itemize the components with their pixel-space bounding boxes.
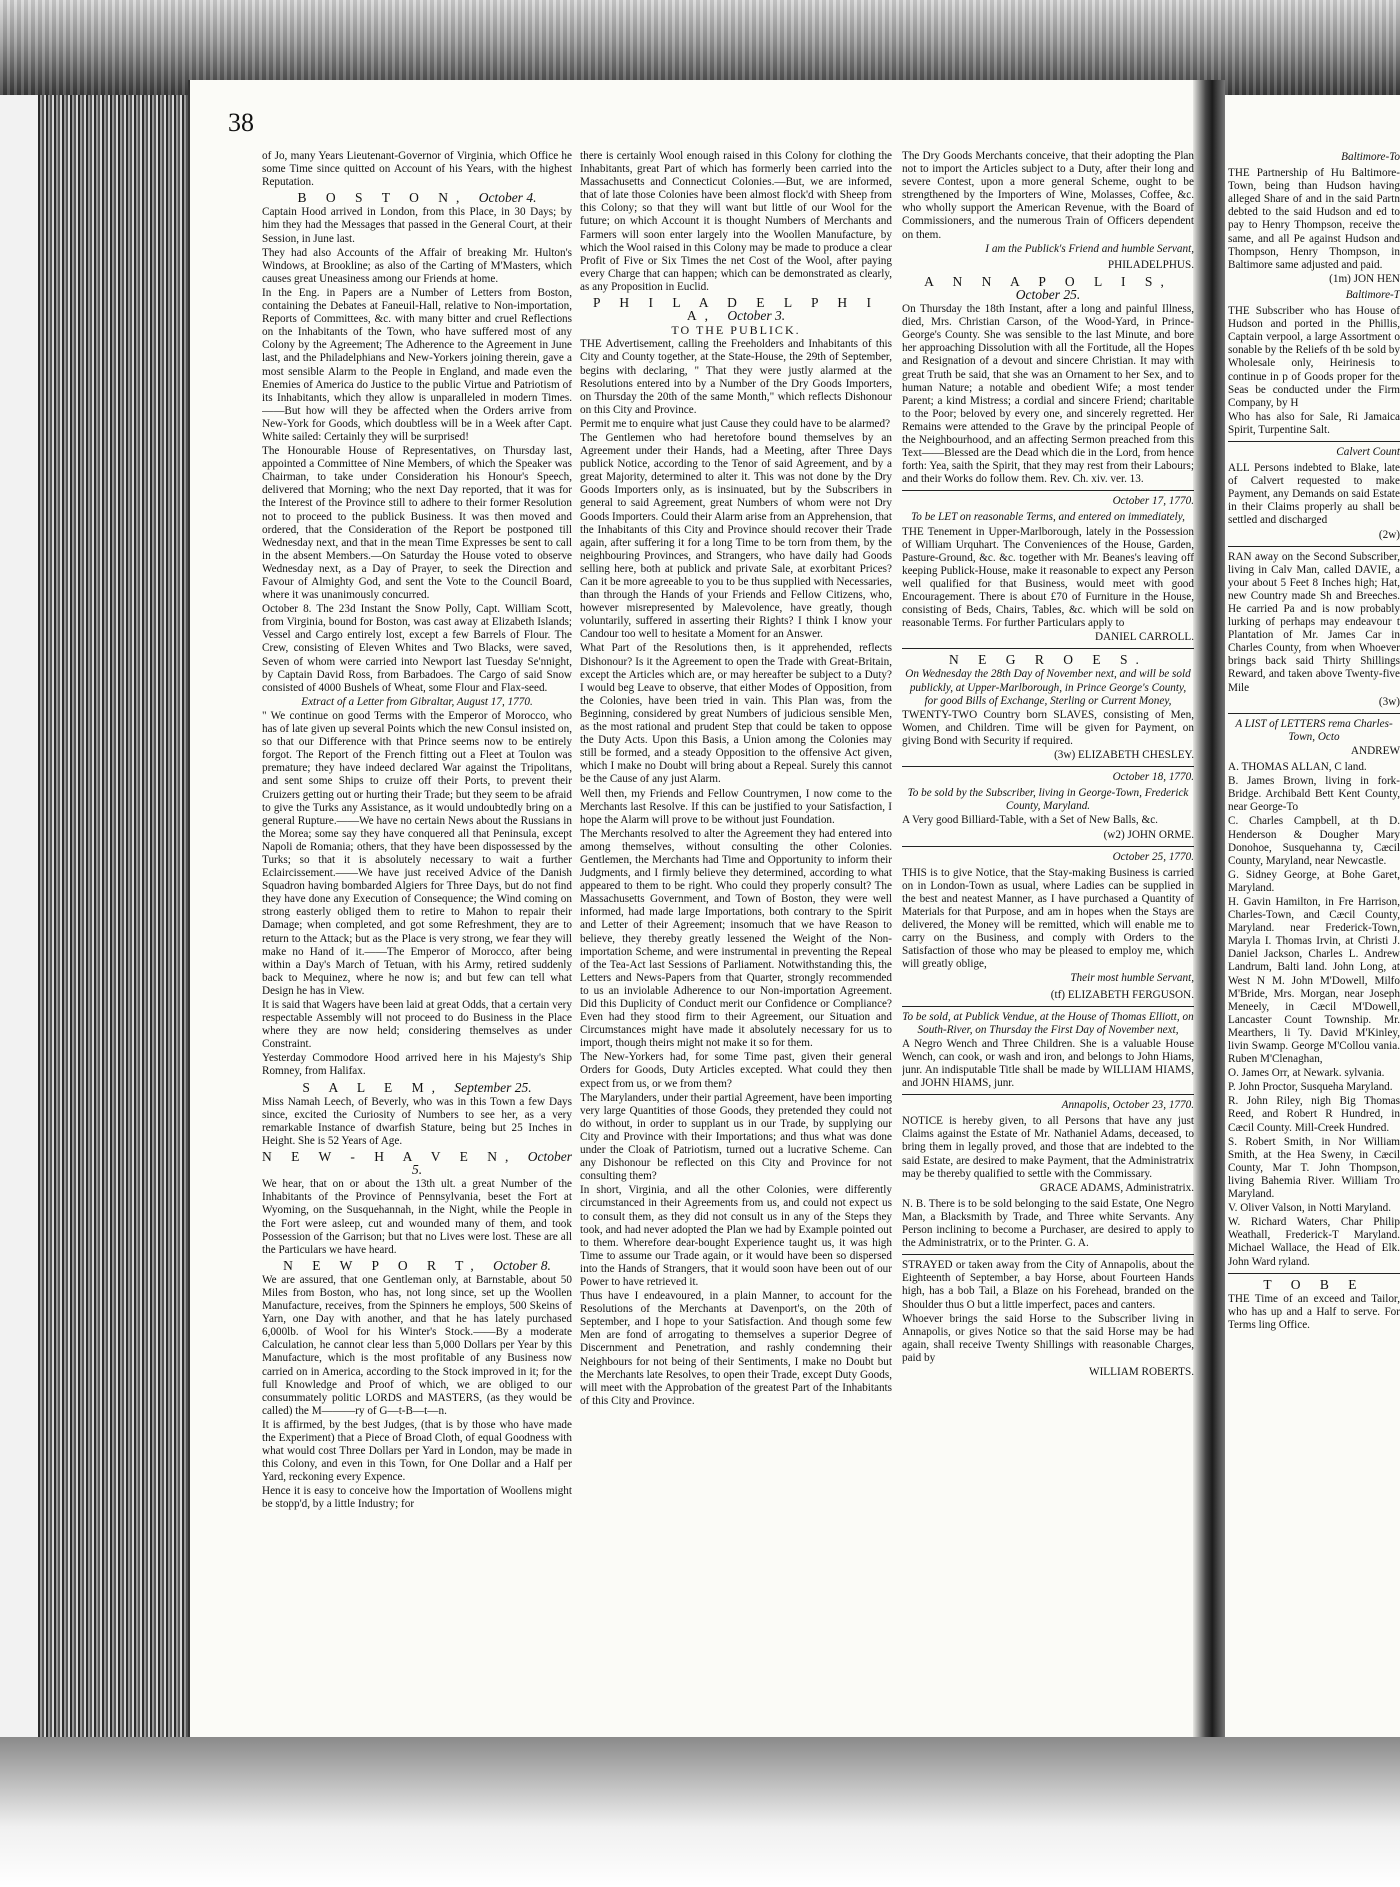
- article-paragraph: It is affirmed, by the best Judges, (that is by those who have made the Experiment) that a Piece of Broad Cloth, of equal Goodness with what would cost Three Dollars per Yard in London, may be made in this Colony, and even in this Town, for One Dollar and a Half per Yard, reckoning every Expence.: [262, 1418, 572, 1484]
- section-divider: [902, 490, 1194, 491]
- signature-line: Baltimore-To: [1341, 151, 1400, 163]
- place-name: P H I L A D E L P H I A,: [593, 295, 879, 324]
- section-divider: [902, 1094, 1194, 1095]
- signature-line: October 25, 1770.: [1112, 850, 1194, 863]
- signature: ANDREW: [1350, 744, 1400, 757]
- place-name: T O B E: [1263, 1276, 1365, 1292]
- notice-heading: A LIST of LETTERS rema Charles-Town, Octo: [1235, 717, 1393, 743]
- column-1: [262, 150, 572, 1620]
- place-name: N E G R O E S.: [949, 652, 1147, 668]
- article-paragraph: H. Gavin Hamilton, in Fre Harrison, Charles-Town, and Cæcil County, Maryland. near Frederick-Town, Maryla I. Thomas Irvin, at Christi J. Daniel Jackson, Charles L. Andrew Landrum, Balti land. John Long, at West N M. John M'Dowell, Milfo M'Bride, Mrs. Morgan, near Joseph Meneely, in Cæcil M'Dowell, Lancaster Count Township. Mr. Mearthers, li Ty. David M'Kinley, livin Swamp. George M'Collou vania. Ruben M'Clenaghan,: [1228, 895, 1400, 1066]
- signature: DANIEL CARROLL.: [1094, 631, 1194, 644]
- article-paragraph: The New-Yorkers had, for some Time past, given their general Orders for Goods, Duty Articles excepted. What could they then expect from us, or we from them?: [580, 1051, 892, 1090]
- signature-line: I am the Publick's Friend and humble Servant,: [985, 242, 1194, 255]
- article-paragraph: It is said that Wagers have been laid at great Odds, that a certain very respectable Assembly will not proceed to do Business in the Place where they are now held; considering themselves as under Constraint.: [262, 999, 572, 1051]
- article-paragraph: THIS is to give Notice, that the Stay-making Business is carried on in London-Town as usual, where Ladies can be supplied in the best and neatest Manner, as I have purchased a Quantity of Materials for that Purpose, and am in hopes when the Stays are delivered, the Money will be remitted, which will enable me to carry on the Business, and comply with Orders to the Satisfaction of those who may be pleased to employ me, which will greatly oblige,: [902, 866, 1194, 971]
- place-name: N E W P O R T,: [283, 1257, 482, 1273]
- section-divider: [1228, 441, 1400, 442]
- dateline-date: September 25.: [454, 1079, 532, 1095]
- dateline-heading: [902, 275, 1194, 301]
- article-paragraph: In the Eng. in Papers are a Number of Letters from Boston, containing the Debates at Faneuil-Hall, relative to Non-importation, Reports of Committees, &c. with many bitter and cruel Reflections on the Inhabitants of the Town, who have suffered most of any Colony by the Agreement; The Adherence to the Agreement in June last, and the Philadelphians and New-Yorkers joining therein, gave a most sensible Alarm to the People in England, and made even the Enemies of America do Justice to the public Virtue and Patriotism of its Inhabitants, which they allow is unparalleled in modern Times.——But how will they be affected when the Orders arrive from New-York for Goods, which doubtless will be in a Week after Capt. White sailed: Certainly they will be surprised!: [262, 286, 572, 443]
- book-gutter: [1193, 80, 1225, 1760]
- article-paragraph: TWENTY-TWO Country born SLAVES, consisting of Men, Women, and Children. Time will be given for Payment, on giving Bond with Security if required.: [902, 708, 1194, 747]
- scan-margin-left: [0, 95, 40, 1745]
- signature: (3w): [1378, 695, 1400, 708]
- column-2: [580, 150, 892, 1620]
- signature-line: Their most humble Servant,: [1070, 972, 1194, 985]
- book-binding-edge: [38, 95, 188, 1745]
- signature-line: October 18, 1770.: [1112, 771, 1194, 784]
- article-paragraph: THE Advertisement, calling the Freeholders and Inhabitants of this City and County together, at the State-House, the 29th of September, begins with declaring, " That they were justly alarmed at the Resolutions entered into by a Number of the Dry Goods Importers, on Thursday the 20th of the same Month," which reflects Dishonour on this City and Province.: [580, 338, 892, 416]
- signature: (1m) JON HEN: [1329, 272, 1400, 285]
- dateline-heading: [262, 1259, 572, 1272]
- dateline-date: October 4.: [478, 190, 537, 206]
- section-divider: [1228, 546, 1400, 547]
- article-paragraph: We are assured, that one Gentleman only, at Barnstable, about 50 Miles from Boston, who has, not long since, set up the Woollen Manufacture, receives, from the Spinners he employs, 500 Skeins of Yarn, one Day with another, and that he has lately purchased 6,000lb. of Wool for his Winter's Stock.——By a moderate Calculation, he cannot clear less than 5,000 Dollars per Year by this Manufacture, which is the most profitable of any Business now carried on in America, according to the Stock improved in it; for the full Knowledge and Proof of which, we are obliged to our consummately politic LORDS and MASTERS, (as they would be called) the M———ry of G—t-B—t—n.: [262, 1273, 572, 1417]
- signature: GRACE ADAMS, Administratrix.: [1039, 1181, 1194, 1194]
- section-divider: [902, 1006, 1194, 1007]
- article-paragraph: there is certainly Wool enough raised in this Colony for clothing the Inhabitants, great Part of which has formerly been carried into the Massachusetts and Connecticut Colonies.—But, we are informed, that of late those Colonies have been almost flock'd with Sheep from this Colony; so that they will want but little of our Wool for the future; on which Account it is thought Numbers of Merchants and Farmers will soon enter largely into the Woollen Manufacture, by which the Wool raised in this Colony may be made to produce a clear Profit of Five or Six Times the net Cost of the Wool, after paying every Charge that can happen; which can be demonstrated as clearly, as any Proposition in Euclid.: [580, 150, 892, 293]
- article-paragraph: RAN away on the Second Subscriber, living in Calv Man, called DAVIE, a your about 5 Feet 8 Inches high; Hat, new Country made Sh and Breeches. He carried Pa and is now probably lurking of perhaps may endeavour t Plantation of Mr. James Car in Charles County, from when Whoever brings back said Thirty Shillings Reward, and taken above Twenty-five Mile: [1228, 550, 1400, 694]
- section-divider: [1228, 1273, 1400, 1274]
- dateline-heading: [262, 191, 572, 204]
- article-paragraph: A. THOMAS ALLAN, C land.: [1228, 761, 1367, 774]
- article-paragraph: THE Partnership of Hu Baltimore-Town, being than Hudson having alleged Share of and in the said Partn debted to the said Hudson and ed to pay to Henry Thompson, receive the same, and all Pe against Hudson and Thompson, Henry Thompson, in Baltimore same adjusted and paid.: [1228, 167, 1400, 271]
- article-paragraph: Whoever brings the said Horse to the Subscriber living in Annapolis, or gives Notice so that the said Horse may be had again, shall receive Twenty Shillings with reasonable Charges, paid by: [902, 1312, 1194, 1364]
- section-divider: [902, 648, 1194, 649]
- place-name: S A L E M,: [302, 1079, 444, 1095]
- article-paragraph: ALL Persons indebted to Blake, late of Calvert requested to make Payment, any Demands on said Estate in their Claims properly au shall be settled and discharged: [1228, 462, 1400, 527]
- article-paragraph: The Merchants resolved to alter the Agreement they had entered into among themselves, without consulting the other Colonies. Gentlemen, the Merchants had Time and Opportunity to inform their Judgments, and I firmly believe they determined, according to what appeared to them to be right. Who could they properly consult? The Massachusetts Government, and Town of Boston, they were well informed, had made large Importations, both contrary to the Spirit and Letter of their Agreement; insomuch that we have Reason to believe, they thereby greatly lessened the Weight of the Non-importation Scheme, and were instrumental in preventing the Repeal of the Tea-Act last Sessions of Parliament. Notwithstanding this, the Letters and News-Papers from that Quarter, strongly recommended to us an inviolable Adherence to our Non-importation Agreement. Did this Duplicity of Conduct merit our Confidence or Compliance? Even had they stood firm to their Agreement, our Situation and Circumstances might have made it absolutely necessary for us to import, though theirs might not make it so for them.: [580, 827, 892, 1050]
- article-paragraph: P. John Proctor, Susqueha Maryland.: [1228, 1081, 1393, 1094]
- article-paragraph: A Very good Billiard-Table, with a Set of New Balls, &c.: [902, 814, 1158, 827]
- signature: (w2) JOHN ORME.: [1103, 828, 1194, 841]
- article-paragraph: THE Tenement in Upper-Marlborough, lately in the Possession of William Urquhart. The Conveniences of the House, Garden, Pasture-Ground, &c. &c. together with Mr. Beanes's leaving off keeping Publick-House, make it reasonable to expect any Person well qualified for that Business, would meet with good Encouragement. There is about £70 of Furniture in the House, consisting of Beds, Chairs, Tables, &c. which will be sold on reasonable Terms. For further Particulars apply to: [902, 525, 1194, 630]
- article-paragraph: THE Time of an exceed and Tailor, who has up and a Half to serve. For Terms ling Office.: [1228, 1292, 1400, 1331]
- dateline-heading: [262, 1081, 572, 1094]
- article-paragraph: S. Robert Smith, in Nor William Smith, at the Hea Sweny, in Cæcil County, Mar T. John Thompson, living Bahemia River. William Tro Maryland.: [1228, 1135, 1400, 1201]
- signature-line: Baltimore-T: [1345, 288, 1400, 301]
- article-paragraph: THE Subscriber who has House of Hudson and ported in the Phillis, Captain verpool, a large Assortment o sonable by the Reliefs of th be sold by Wholesale only, Heirinesis to continue in p of Goods proper for the Seas be conducted under the Firm Company, by H: [1228, 305, 1400, 409]
- article-paragraph: The Honourable House of Representatives, on Thursday last, appointed a Committee of Nine Members, of which the Speaker was Chairman, to take under Consideration his Honour's Speech, delivered that Morning; who the next Day reported, that it was for the Interest of the Province still to adhere to their former Resolution not to proceed to the publick Business. It was then moved and ordered, that the Consideration of the Report be postponed till Wednesday next, and that in the mean Time Expresses be sent to call in the absent Members.—On Saturday the House voted to observe Wednesday next, as a Day of Prayer, to seek the Direction and Favour of Almighty God, and sent the Vote to the Council Board, where it was unanimously concurred.: [262, 445, 572, 602]
- notice-heading: On Wednesday the 28th Day of November next, and will be sold publickly, at Upper-Marlborough, in Prince George's County, for good Bills of Exchange, Sterling or Current Money,: [905, 668, 1191, 707]
- article-paragraph: N. B. There is to be sold belonging to the said Estate, One Negro Man, a Blacksmith by Trade, and Three white Servants. Any Person inclining to become a Purchaser, are desired to apply to the Administratrix, or to the Printer. G. A.: [902, 1197, 1194, 1250]
- section-divider: [902, 846, 1194, 847]
- article-paragraph: STRAYED or taken away from the City of Annapolis, about the Eighteenth of September, a bay Horse, about Fourteen Hands high, has a bob Tail, a Blaze on his Forehead, branded on the Shoulder thus O but a little imperfect, paces and canters.: [902, 1259, 1194, 1311]
- article-paragraph: A Negro Wench and Three Children. She is a valuable House Wench, can cook, or wash and iron, and belongs to John Hiams, junr. An indisputable Title shall be made by WILLIAM HIAMS, and JOHN HIAMS, junr.: [902, 1037, 1194, 1090]
- article-paragraph: The Gentlemen who had heretofore bound themselves by an Agreement under their Hands, had a Meeting, after Three Days publick Notice, according to the Tenor of said Agreement, and by a great Majority, determined to alter it. This was not done by the Dry Goods Importers only, as is insinuated, but by the Subscribers in general to said Agreement, great Numbers of whom were not Dry Goods Importers. Could their Alarm arise from an Apprehension, that the Inhabitants of this City and Province should recover their Trade again, after suffering it for a long Time to be torn from them, by the neighbouring Provinces, and Strangers, who have daily had Goods selling here, both at publick and private Sale, at exorbitant Prices? Can it be more agreeable to you to be thus supplied with Necessaries, than through the Hands of your Friends and Fellow Citizens, who, however misrepresented by Malevolence, have greatly, though voluntarily, suffered in asserting their Rights? I think I know your Candour too well to hesitate a Moment for an Answer.: [580, 431, 892, 641]
- article-paragraph: Well then, my Friends and Fellow Countrymen, I now come to the Merchants last Resolve. If this can be justified to your Satisfaction, I hope the Alarm will prove to be without just Foundation.: [580, 787, 892, 826]
- notice-heading: To be sold by the Subscriber, living in George-Town, Frederick County, Maryland.: [907, 787, 1189, 813]
- article-paragraph: We hear, that on or about the 13th ult. a great Number of the Inhabitants of the Province of Pennsylvania, beset the Fort at Wyoming, on the Susquehannah, in the Night, while the People in the Fort were asleep, cut and wounded many of them, and took Possession of the Garrison; but that no Lives were lost. These are all the Particulars we have heard.: [262, 1178, 572, 1256]
- column-4-partial: [1228, 150, 1400, 1620]
- notice-heading: To be sold, at Publick Vendue, at the House of Thomas Elliott, on South-River, on Thursday the First Day of November next,: [902, 1010, 1194, 1036]
- article-paragraph: They had also Accounts of the Affair of breaking Mr. Hulton's Windows, at Brookline; as also of the Carting of M'Masters, which causes great Uneasiness among our Friends at home.: [262, 246, 572, 285]
- dateline-date: October 5.: [411, 1149, 572, 1178]
- article-paragraph: " We continue on good Terms with the Emperor of Morocco, who has of late given up several Points which the new Consul insisted on, so that our Difference with that Prince seems now to be entirely forgot. The Report of the French fitting out a Fleet at Toulon was premature; they have indeed declared War against the Tripolitans, and sent some Ships to cruize off their Ports, to prevent their Cruizers getting out or hurting their Trade; but they seem to be afraid to give the Turks any Assistance, as it would undoubtedly bring on a general Rupture.——We have no certain News about the Russians in the Morea; some say they have conquered all that Peninsula, except Napoli de Romania; others, that they have been dispossessed by the Turks; so that it is absolutely necessary to wait a further Eclaircissement.——We have just received Advice of the Danish Squadron having bombarded Algiers for Three Days, but do not find they have done any Execution of Consequence; the Wind coming on strong easterly obliged them to retire to Mahon to repair their Damage; when completed, and got some Refreshment, they are to return to the Attack; but as the Place is very strong, we fear they will make no Hand of it.——The Emperor of Morocco, after being within a Day's March of Tetuan, with his Army, retired suddenly back to Mequinez, where he now is; and but few can tell what Design he has in View.: [262, 709, 572, 997]
- article-paragraph: Yesterday Commodore Hood arrived here in his Majesty's Ship Romney, from Halifax.: [262, 1052, 572, 1078]
- signature-line: Annapolis, October 23, 1770.: [1061, 1099, 1194, 1112]
- article-paragraph: Captain Hood arrived in London, from this Place, in 30 Days; by him they had the Messages that passed in the General Court, at their Session, in June last.: [262, 206, 572, 245]
- place-name: A N N A P O L I S,: [924, 273, 1172, 289]
- article-paragraph: Permit me to enquire what just Cause they could have to be alarmed?: [580, 417, 891, 430]
- column-3: [902, 150, 1194, 1620]
- notice-heading: To be LET on reasonable Terms, and entered on immediately,: [911, 511, 1185, 524]
- article-paragraph: of Jo, many Years Lieutenant-Governor of Virginia, which Office he some Time since quitted on Account of his Years, with the highest Reputation.: [262, 150, 572, 189]
- article-paragraph: C. Charles Campbell, at th D. Henderson & Dougher Mary Donohoe, Susquehanna ty, Cæcil County, Maryland, near Newcastle.: [1228, 815, 1400, 867]
- section-divider: [1228, 713, 1400, 714]
- dateline-date: October 3.: [727, 308, 786, 324]
- article-paragraph: The Marylanders, under their partial Agreement, have been importing very large Quantities of those Goods, they pretended they could not do without, in order to supplant us in our Trade, by supplying our City and Province with their Importations; and thus what was done under the Cloak of Patriotism, turned out a lucrative Scheme. Can any Dishonour be reflected on this City and Province for not consulting them?: [580, 1091, 892, 1183]
- section-divider: [902, 766, 1194, 767]
- place-name: B O S T O N,: [297, 190, 468, 206]
- dateline-heading: [1228, 1278, 1400, 1291]
- place-name: N E W - H A V E N,: [262, 1149, 517, 1165]
- address-heading: TO THE PUBLICK.: [671, 323, 801, 338]
- article-paragraph: On Thursday the 18th Instant, after a long and painful Illness, died, Mrs. Christian Carson, of the Wood-Yard, in Prince-George's County. She was sensible to the last Minute, and bore her approaching Dissolution with all the Fortitude, all the Hopes and Resignation of a devout and sincere Christian. It may with great Truth be said, that she was an Ornament to her Sex, and to human Nature; a notable and obedient Wife; a most tender Parent; a kind Mistress; a cordial and sincere Friend; charitable to the Poor; beloved by every one, and sincerely regretted. Her Remains were attended to the Grave by the principal People of the Neighbourhood, and an affecting Sermon preached from this Text——Blessed are the Dead which die in the Lord, from hence forth: Yea, saith the Spirit, that they may rest from their Labours; and their Works do follow them. Rev. Ch. xiv. ver. 13.: [902, 303, 1194, 486]
- signature-line: Calvert Count: [1336, 445, 1400, 458]
- article-paragraph: October 8. The 23d Instant the Snow Polly, Capt. William Scott, from Virginia, bound for Boston, was cast away at Elizabeth Islands; Vessel and Cargo entirely lost, except a few Barrels of Flour. The Crew, consisting of Eleven Whites and Two Blacks, were saved, Seven of whom were carried into Newport last Tuesday Se'nnight, by Captain David Ross, from Barbadoes. The Cargo of said Snow consisted of 4000 Bushels of Wheat, some Flour and Flax-seed.: [262, 603, 572, 694]
- signature: PHILADELPHUS.: [1107, 258, 1194, 271]
- article-paragraph: W. Richard Waters, Char Philip Weathall, Frederick-T Maryland. Michael Wallace, the Head of Elk. John Ward ryland.: [1228, 1216, 1400, 1268]
- dateline-heading: [580, 296, 892, 322]
- article-paragraph: The Dry Goods Merchants conceive, that their adopting the Plan not to import the Articles subject to a Duty, after their long and severe Contest, upon a more general Scheme, ought to be strengthened by the Importers of Wine, Molasses, Coffee, &c. who wholly support the American Revenue, with the Board of Commissioners, and the numerous Train of Officers dependent on them.: [902, 150, 1194, 241]
- notice-heading: Extract of a Letter from Gibraltar, August 17, 1770.: [301, 695, 533, 708]
- article-paragraph: In short, Virginia, and all the other Colonies, were differently circumstanced in their Agreements from us, and could not expect us to consult them, as they did not consult us in any of the Steps they took, and had never adopted the Plan we had by Example pointed out to them. Wherefore dear-bought Experience taught us, it was high Time to assume our Trade again, or it would have been so dispersed into the Hands of Strangers, that it would soon have been out of our Power to have retrieved it.: [580, 1184, 892, 1288]
- dateline-date: October 25.: [1015, 286, 1081, 302]
- article-paragraph: G. Sidney George, at Bohe Garet, Maryland.: [1228, 868, 1400, 894]
- article-paragraph: NOTICE is hereby given, to all Persons that have any just Claims against the Estate of Mr. Nathaniel Adams, deceased, to bring them in legally proved, and those that are indebted to the said Estate, are desired to make Payment, that the Administratrix may be thereby qualified to settle with the Commissary.: [902, 1115, 1194, 1180]
- article-paragraph: Thus have I endeavoured, in a plain Manner, to account for the Resolutions of the Merchants at Davenport's, on the 20th of September, and I hope to your Satisfaction. And though some few Men are fond of arrogating to themselves a superior Degree of Discernment and Penetration, and rashly condemning their Neighbours for not being of their Sentiments, I make no Doubt but the Merchants late Resolves, to open their Trade, except Duty Goods, will meet with the Approbation of the greatest Part of the Inhabitants of this City and Province.: [580, 1290, 892, 1407]
- dateline-heading: [262, 1150, 572, 1176]
- dateline-date: October 8.: [493, 1257, 551, 1273]
- article-paragraph: Miss Namah Leech, of Beverly, who was in this Town a few Days since, excited the Curiosity of Numbers to see her, as a very remarkable Instance of dwarfish Stature, being but 25 Inches in Height. She is 52 Years of Age.: [262, 1095, 572, 1147]
- signature: (tf) ELIZABETH FERGUSON.: [1050, 988, 1194, 1001]
- dateline-heading: [902, 653, 1194, 666]
- signature: (2w): [1378, 528, 1400, 541]
- signature: WILLIAM ROBERTS.: [1089, 1365, 1194, 1378]
- page-number: 38: [228, 108, 254, 137]
- article-paragraph: What Part of the Resolutions then, is it apprehended, reflects Dishonour? Is it the Agreement to open the Trade with Great-Britain, except the Articles which are, or may hereafter be subject to a Duty? I would beg Leave to observe, that either Modes of Opposition, from the Colonies, have been tried in vain. This Plan was, from the Beginning, considered by great Numbers of judicious sensible Men, as the most rational and prudent Step that could be taken to oppose the Duty Acts. Upon this Basis, a Union among the Colonies may still be formed, and a steady Opposition to the offensive Act given, which I make no Doubt will bring about a Repeal. Surely this cannot be the Cause of any just Alarm.: [580, 642, 892, 786]
- signature-line: October 17, 1770.: [1112, 495, 1194, 508]
- signature: (3w) ELIZABETH CHESLEY.: [1054, 749, 1194, 762]
- article-paragraph: Who has also for Sale, Ri Jamaica Spirit, Turpentine Salt.: [1228, 410, 1400, 436]
- article-paragraph: R. John Riley, nigh Big Thomas Reed, and Robert R Hundred, in Cæcil County. Mill-Creek Hundred.: [1228, 1095, 1400, 1134]
- section-divider: [902, 1254, 1194, 1255]
- article-paragraph: V. Oliver Valson, in Notti Maryland.: [1228, 1202, 1392, 1215]
- article-paragraph: O. James Orr, at Newark. sylvania.: [1228, 1067, 1385, 1080]
- article-paragraph: B. James Brown, living in fork-Bridge. Archibald Bett Kent County, near George-To: [1228, 775, 1400, 814]
- scan-background-bottom: [0, 1737, 1400, 1887]
- article-paragraph: Hence it is easy to conceive how the Importation of Woollens might be stopp'd, by a little Industry; for: [262, 1485, 572, 1511]
